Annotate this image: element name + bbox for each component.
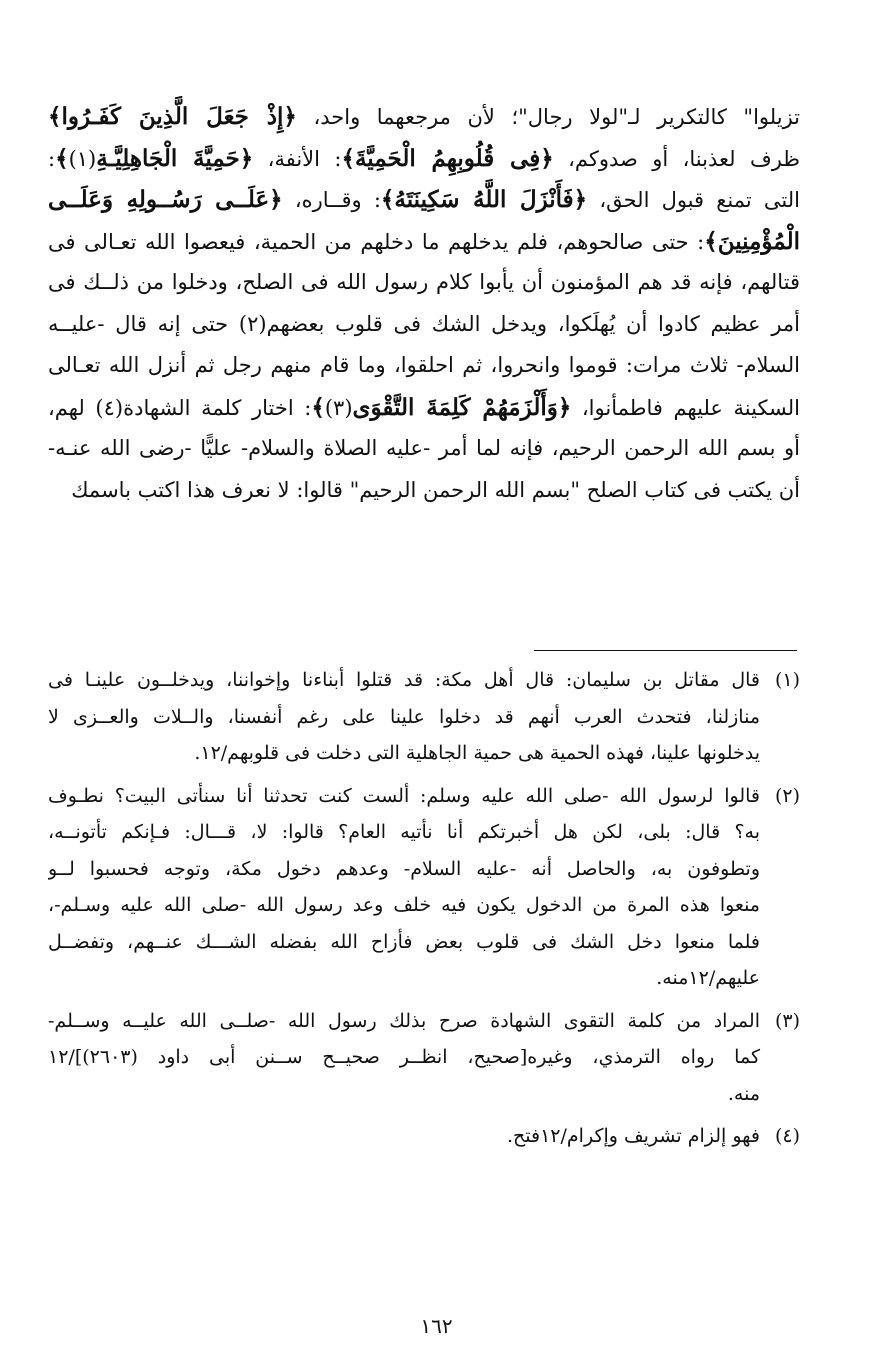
- quran-quote: الْمُؤْمِنِينَ﴾: [704, 227, 800, 255]
- text-run: (٤): [95, 395, 124, 420]
- text-line: [48, 179, 800, 221]
- footnote-number: (١): [774, 669, 800, 691]
- quran-quote: ﴾: [55, 144, 69, 172]
- footnote-number: (٢): [774, 784, 800, 807]
- footnote: [48, 1003, 800, 1113]
- text-run: أمر عظيم كادوا أن يُهلَكوا، ويدخل الشك فى قلوب بعضهم: [266, 311, 800, 336]
- footnote-number: (٤): [774, 1125, 800, 1147]
- quran-quote: ﴿فَأَنْزَلَ اللَّهُ سَكِينَتَهُ﴾: [380, 186, 588, 213]
- text-run: : حتى صالحوهم، فلم يدخلهم ما دخلهم من الحمية، فيعصوا الله تعـالى فى: [48, 229, 705, 254]
- text-run: : الأنفة،: [253, 146, 342, 171]
- footnote: [48, 662, 800, 772]
- footnote-text: عليهم/١٢منه.: [656, 967, 760, 989]
- text-run: أو بسم الله الرحمن الرحيم، فإنه لما أمر -عليه الصلاة والسلام- عليًّا -رضى الله عنـه-: [48, 436, 800, 460]
- footnote-text: وتطوفون به، والحاصل أنه -عليه السلام- وعدهم دخول مكة، وتوجه فحسبوا لــو: [48, 857, 760, 880]
- footnote-number: (٣): [774, 1009, 800, 1032]
- footnote-text: فهو إلزام تشريف وإكرام/١٢فتح.: [506, 1125, 760, 1147]
- footnote: [48, 1118, 800, 1155]
- footnote-text: قال مقاتل بن سليمان: قال أهل مكة: قد قتلوا أبناءنا وإخواننا، ويدخلــون علينـا فى: [48, 669, 760, 691]
- text-run: : اختار كلمة الشهادة: [123, 395, 312, 420]
- footnote-line: [48, 814, 800, 851]
- text-run: حتى إنه قال -عليــه: [48, 311, 239, 336]
- text-line: [48, 387, 800, 429]
- text-run: السلام- ثلاث مرات: قوموا وانحروا، ثم احلقوا، وما قام منهم رجل ثم أنزل الله تعـالى: [48, 353, 800, 377]
- text-run: التى تمنع قبول الحق،: [587, 188, 800, 212]
- text-line: [48, 221, 800, 263]
- text-line: [48, 96, 800, 138]
- footnote-text: يدخلونها علينا، فهذه الحمية هى حمية الجاهلية التى دخلت فى قلوبهم/١٢.: [194, 742, 760, 764]
- text-run: أن يكتب فى كتاب الصلح "بسم الله الرحمن الرحيم" قالوا: لا نعرف هذا اكتب باسمك: [71, 477, 800, 502]
- footnote-line: [48, 1003, 800, 1040]
- text-run: (٣): [324, 395, 353, 420]
- text-line: [48, 304, 800, 346]
- text-run: (٢): [238, 311, 267, 336]
- page-number: ١٦٢: [420, 1314, 453, 1338]
- text-run: تزيلوا" كالتكرير لـ"لولا رجال"؛ لأن مرجعهما واحد،: [296, 105, 800, 129]
- footnote-text: به؟ قال: بلى، لكن هل أخبرتكم أنا نأتيه العام؟ قالوا: لا، قـــال: فـإنكم تأتونــه،: [48, 821, 760, 843]
- quran-quote: ﴿وَأَلْزَمَهُمْ كَلِمَةَ التَّقْوَى: [352, 393, 572, 421]
- text-run: قتالهم، فإنه قد هم المؤمنون أن يأبوا كلام رسول الله فى الصلح، ودخلوا من ذلــك فى: [48, 270, 800, 294]
- footnote-text: منعوا هذه المرة من الدخول يكون فيه خلف وعد رسول الله -صلى الله عليه وسـلم-،: [48, 894, 760, 916]
- footnote-divider: [534, 650, 797, 651]
- footnote-line: [48, 851, 800, 888]
- text-line: [48, 345, 800, 387]
- footnote-text: منه.: [727, 1082, 760, 1105]
- text-line: [48, 138, 800, 180]
- quran-quote: ﴿فِى قُلُوبِهِمُ الْحَمِيَّةَ﴾: [341, 144, 554, 172]
- footnote-line: [48, 887, 800, 924]
- footnote-line: [48, 1118, 800, 1155]
- footnote-line: [48, 699, 800, 736]
- footnote-line: [48, 662, 800, 699]
- quran-quote: ﴿عَلَــى رَسُــولِهِ وَعَلَــى: [48, 186, 283, 213]
- footnote: [48, 778, 800, 997]
- quran-quote: ﴿حَمِيَّةَ الْجَاهِلِيَّـةِ: [96, 144, 254, 172]
- text-run: لهم،: [48, 395, 96, 420]
- text-run: : وقــاره،: [282, 188, 381, 212]
- footnote-line: [48, 1039, 800, 1076]
- footnote-text: المراد من كلمة التقوى الشهادة صرح بذلك رسول الله -صلــى الله عليــه وســلم-: [48, 1009, 760, 1032]
- text-line: [48, 470, 800, 512]
- text-run: (١): [68, 146, 97, 171]
- footnote-line: [48, 735, 800, 772]
- text-run: ظرف لعذبنا، أو صدوكم،: [553, 146, 800, 171]
- footnote-line: [48, 778, 800, 815]
- footnote-text: قالوا لرسول الله -صلى الله عليه وسلم: ألست كنت تحدثنا أنا سنأتى البيت؟ نطـوف: [48, 784, 760, 807]
- text-line: [48, 262, 800, 304]
- footnote-line: [48, 1076, 800, 1113]
- footnote-text: فلما منعوا دخل الشك فى قلوب بعض فأزاح الله بفضله الشـــك عنــهم، وتفضــل: [48, 930, 760, 953]
- footnote-text: منازلنا، فتحدث العرب أنهم قد دخلوا علينا على رغم أنفسنا، والــلات والعــزى لا: [48, 705, 760, 728]
- footnote-line: [48, 924, 800, 961]
- footnotes: [48, 662, 800, 1161]
- text-run: السكينة عليهم فاطمأنوا،: [571, 395, 800, 420]
- text-line: [48, 428, 800, 470]
- footnote-line: [48, 960, 800, 997]
- text-run: :: [48, 146, 56, 171]
- main-text: [48, 96, 800, 511]
- footnote-text: كما رواه الترمذي، وغيره[صحيح، انظــر صحيــح ســنن أبى داود (٢٦٠٣)]/١٢: [48, 1046, 760, 1068]
- quran-quote: ﴿إِذْ جَعَلَ الَّذِينَ كَفَـرُوا﴾: [48, 103, 297, 130]
- quran-quote: ﴾: [311, 393, 325, 421]
